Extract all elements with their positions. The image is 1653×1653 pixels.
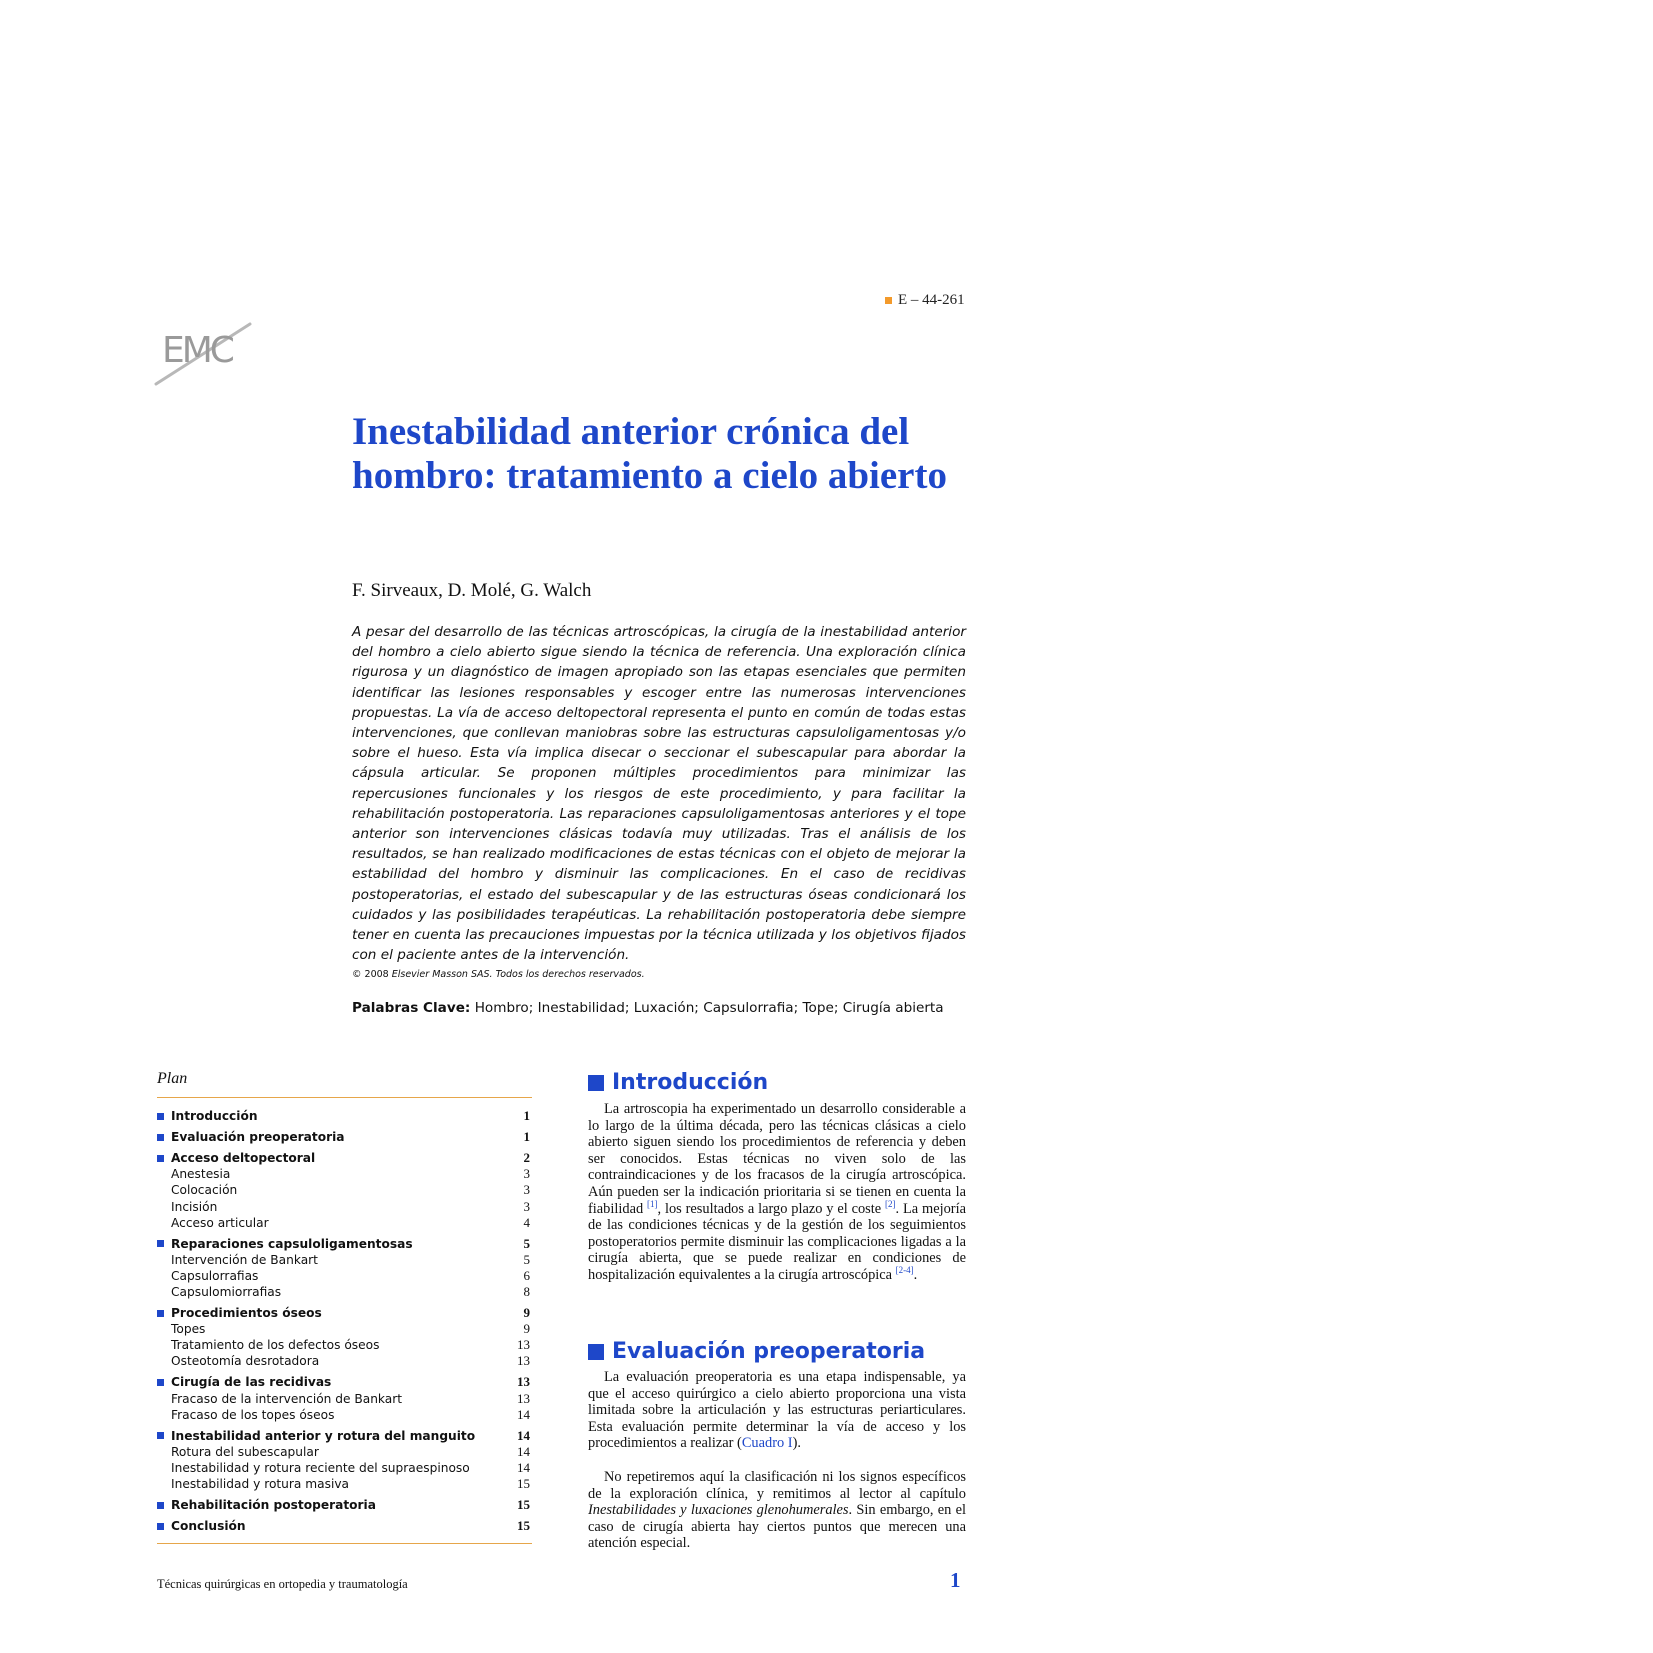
toc-item-page: 14 [517,1406,530,1422]
blue-square-icon [157,1240,164,1247]
toc-item-page: 13 [517,1353,530,1369]
toc-item-label: Introducción [171,1109,258,1124]
blue-square-icon [588,1075,604,1091]
toc-item[interactable] [157,1476,532,1492]
toc-item-label: Conclusión [171,1519,246,1534]
toc-item-label-wrap [157,1237,413,1251]
section-heading-introduccion [588,1070,768,1095]
toc-item-label-wrap [171,1216,269,1230]
toc-item-label-wrap [171,1477,349,1491]
blue-square-icon [157,1310,164,1317]
toc-item-label: Rehabilitación postoperatoria [171,1498,376,1513]
toc-item-page: 1 [523,1108,530,1124]
toc-item-label-wrap [171,1392,402,1406]
toc-item-label-wrap [171,1461,470,1475]
toc-item[interactable] [157,1252,532,1268]
toc-item-page: 5 [523,1235,530,1251]
copyright-holder: Elsevier Masson SAS. Todos los derechos reservados. [391,969,645,980]
text-run: , los resultados a largo plazo y el coste [657,1200,886,1217]
toc-item[interactable] [157,1391,532,1407]
toc-item[interactable] [157,1428,532,1444]
toc-item-label-wrap [171,1445,319,1459]
text-run: No repetiremos aquí la clasificación ni los signos específicos de la exploración clínica, y remitimos al lector al capítulo [588,1469,966,1502]
toc-item[interactable] [157,1353,532,1369]
toc-item-label-wrap [157,1429,475,1443]
toc-item-label-wrap [171,1167,230,1181]
plan-bottom-divider [157,1543,532,1544]
section-heading-text: Introducción [612,1070,769,1095]
toc-item-label-wrap [157,1519,246,1533]
toc-item-label: Anestesia [171,1167,231,1182]
toc-item-label-wrap [171,1338,379,1352]
text-run: La evaluación preoperatoria es una etapa indispensable, ya que el acceso quirúrgico a cielo abierto proporciona una vista limitada sobre la articulación y las estructuras periarticulares. Esta evaluación permite determinar la vía de acceso y los procedimientos a realizar ( [588,1369,966,1452]
toc-item-label: Evaluación preoperatoria [171,1130,345,1145]
toc-item-page: 15 [517,1497,530,1513]
toc-item-label-wrap [171,1285,281,1299]
toc-item[interactable] [157,1407,532,1423]
article-code [885,292,965,309]
text-run: . La mejoría de las condiciones técnicas y de la gestión de los seguimientos postoperatorios permite disminuir las complicaciones ligadas a la cirugía abierta, que se puede realizar en condiciones de hospitalización equivalentes a la cirugía artroscópica [588,1200,966,1283]
chapter-title: Inestabilidades y luxaciones glenohumerales [588,1502,849,1519]
toc-item-label-wrap [157,1306,322,1320]
toc-item[interactable] [157,1268,532,1284]
toc-item-label-wrap [157,1151,315,1165]
toc-item[interactable] [157,1460,532,1476]
toc-item-label: Acceso articular [171,1215,269,1230]
toc-item-label-wrap [171,1408,334,1422]
text-run: ). [792,1435,801,1452]
toc-item-label-wrap [157,1498,376,1512]
toc-item-label: Capsulomiorrafias [171,1284,282,1299]
toc-item-page: 15 [517,1476,530,1492]
toc-item-label: Inestabilidad y rotura reciente del supraespinoso [171,1460,470,1475]
intro-paragraph [588,1101,966,1284]
plan-divider [157,1097,532,1098]
toc-item-label: Capsulorrafias [171,1268,259,1283]
evaluation-paragraph-2 [588,1469,966,1552]
toc-item[interactable] [157,1518,532,1534]
toc-item-label-wrap [171,1269,258,1283]
toc-item-label: Rotura del subescapular [171,1444,319,1459]
text-run: . [913,1266,918,1283]
toc-item-label-wrap [171,1183,237,1197]
toc-item[interactable] [157,1374,532,1390]
toc-item[interactable] [157,1108,532,1124]
toc-item-label: Topes [171,1322,206,1337]
toc-item-page: 9 [523,1321,530,1337]
toc-item-page: 13 [517,1337,530,1353]
toc-item-label: Osteotomía desrotadora [171,1354,320,1369]
toc-item-label: Inestabilidad y rotura masiva [171,1477,350,1492]
toc-item-label-wrap [157,1130,344,1144]
logo-text: EMC [162,330,232,371]
keywords [352,1000,944,1016]
toc-item-label: Incisión [171,1199,218,1214]
keywords-list: Hombro; Inestabilidad; Luxación; Capsulorrafia; Tope; Cirugía abierta [474,1000,944,1016]
toc-item-label: Intervención de Bankart [171,1252,318,1267]
toc-item-page: 6 [523,1267,530,1283]
toc-item[interactable] [157,1150,532,1166]
keywords-label: Palabras Clave: [352,1000,471,1016]
blue-square-icon [157,1113,164,1120]
toc-item[interactable] [157,1321,532,1337]
toc-item-label: Fracaso de los topes óseos [171,1407,335,1422]
toc-item[interactable] [157,1215,532,1231]
article-authors: F. Sirveaux, D. Molé, G. Walch [352,580,592,601]
orange-square-icon [885,297,892,304]
blue-square-icon [157,1134,164,1141]
toc-item-page: 13 [517,1390,530,1406]
blue-square-icon [588,1344,604,1360]
journal-name: Técnicas quirúrgicas en ortopedia y traumatología [157,1577,408,1591]
blue-square-icon [157,1432,164,1439]
toc-item-label: Reparaciones capsuloligamentosas [171,1236,413,1251]
toc-item[interactable] [157,1182,532,1198]
toc-item[interactable] [157,1337,532,1353]
toc-item-page: 13 [517,1374,530,1390]
blue-square-icon [157,1523,164,1530]
toc-item-page: 8 [523,1283,530,1299]
copyright-year: © 2008 [352,969,389,980]
toc-item-label-wrap [157,1109,258,1123]
toc-item-page: 3 [523,1182,530,1198]
toc-item-label: Fracaso de la intervención de Bankart [171,1391,403,1406]
toc-item-label: Inestabilidad anterior y rotura del manguito [171,1428,476,1443]
blue-square-icon [157,1379,164,1386]
cuadro-link[interactable]: Cuadro I [741,1435,793,1452]
toc-item[interactable] [157,1198,532,1214]
blue-square-icon [157,1155,164,1162]
blue-square-icon [157,1502,164,1509]
section-heading-text: Evaluación preoperatoria [612,1339,926,1364]
toc-item-label: Cirugía de las recidivas [171,1375,332,1390]
toc-item-label: Tratamiento de los defectos óseos [171,1338,380,1353]
page-number: 1 [950,1568,961,1592]
article-code-text: E – 44-261 [898,292,965,308]
toc-item[interactable] [157,1305,532,1321]
evaluation-paragraph-1 [588,1369,966,1452]
toc-item[interactable] [157,1444,532,1460]
toc-item-label-wrap [171,1200,217,1214]
toc-item-label-wrap [171,1253,318,1267]
toc-item-page: 14 [517,1443,530,1459]
toc-item[interactable] [157,1129,532,1145]
text-run: . Sin embargo, en el caso de cirugía abierta hay ciertos puntos que merecen una atención especial. [588,1502,966,1552]
toc-item[interactable] [157,1284,532,1300]
table-of-contents [157,1108,532,1534]
toc-item-label-wrap [171,1322,205,1336]
section-heading-evaluacion [588,1339,925,1364]
toc-item-page: 1 [523,1129,530,1145]
copyright [352,969,645,980]
toc-item-label-wrap [171,1354,319,1368]
citation-link[interactable]: [1] [647,1198,658,1209]
toc-item-label-wrap [157,1375,331,1389]
toc-item-page: 3 [523,1166,530,1182]
toc-item-page: 3 [523,1198,530,1214]
toc-item-page: 9 [523,1305,530,1321]
emc-logo [150,310,260,390]
toc-item[interactable] [157,1166,532,1182]
toc-item-page: 15 [517,1518,530,1534]
toc-item-page: 2 [523,1150,530,1166]
toc-item-label: Colocación [171,1183,238,1198]
toc-item-label: Procedimientos óseos [171,1306,322,1321]
toc-item-page: 4 [523,1214,530,1230]
toc-item[interactable] [157,1497,532,1513]
toc-item-page: 14 [517,1459,530,1475]
toc-item-label: Acceso deltopectoral [171,1151,316,1166]
text-run: La artroscopia ha experimentado un desarrollo considerable a lo largo de la última década, pero las técnicas clásicas a cielo abierto siguen siendo los procedimientos de referencia y deben ser conocidos. Estas técnicas no viven solo de las contraindicaciones y de los fracasos de la cirugía artroscópica. Aún pueden ser la indicación prioritaria si se tienen en cuenta la fiabilidad [588,1101,966,1217]
article-title: Inestabilidad anterior crónica del hombro: tratamiento a cielo abierto [352,410,947,497]
plan-title: Plan [157,1070,188,1087]
citation-link[interactable]: [2-4] [895,1265,914,1276]
abstract: A pesar del desarrollo de las técnicas artroscópicas, la cirugía de la inestabilidad anterior del hombro a cielo abierto sigue siendo la técnica de referencia. Una exploración clínica rigurosa y un diagnóstico de imagen apropiado son las etapas esenciales que permiten identificar las lesiones responsables y escoger entre las numerosas intervenciones propuestas. La vía de acceso deltopectoral representa el punto en común de todas estas intervenciones, que conllevan maniobras sobre las estructuras capsuloligamentosas y/o sobre el hueso. Esta vía implica disecar o seccionar el subescapular para abordar la cápsula articular. Se proponen múltiples procedimientos para minimizar las repercusiones funcionales y los riesgos de este procedimiento, y para facilitar la rehabilitación postoperatoria. Las reparaciones capsuloligamentosas anteriores y el tope anterior son intervenciones clásicas todavía muy utilizadas. Tras el análisis de los resultados, se han realizado modificaciones de estas técnicas con el objeto de mejorar la estabilidad del hombro y disminuir las complicaciones. En el caso de recidivas postoperatorias, el estado del subescapular y de las estructuras óseas condicionará los cuidados y las posibilidades terapéuticas. La rehabilitación postoperatoria debe siempre tener en cuenta las precauciones impuestas por la técnica utilizada y los objetivos fijados con el paciente antes de la intervención. [352,624,966,964]
citation-link[interactable]: [2] [885,1198,896,1209]
toc-item[interactable] [157,1236,532,1252]
toc-item-page: 14 [517,1427,530,1443]
toc-item-page: 5 [523,1251,530,1267]
